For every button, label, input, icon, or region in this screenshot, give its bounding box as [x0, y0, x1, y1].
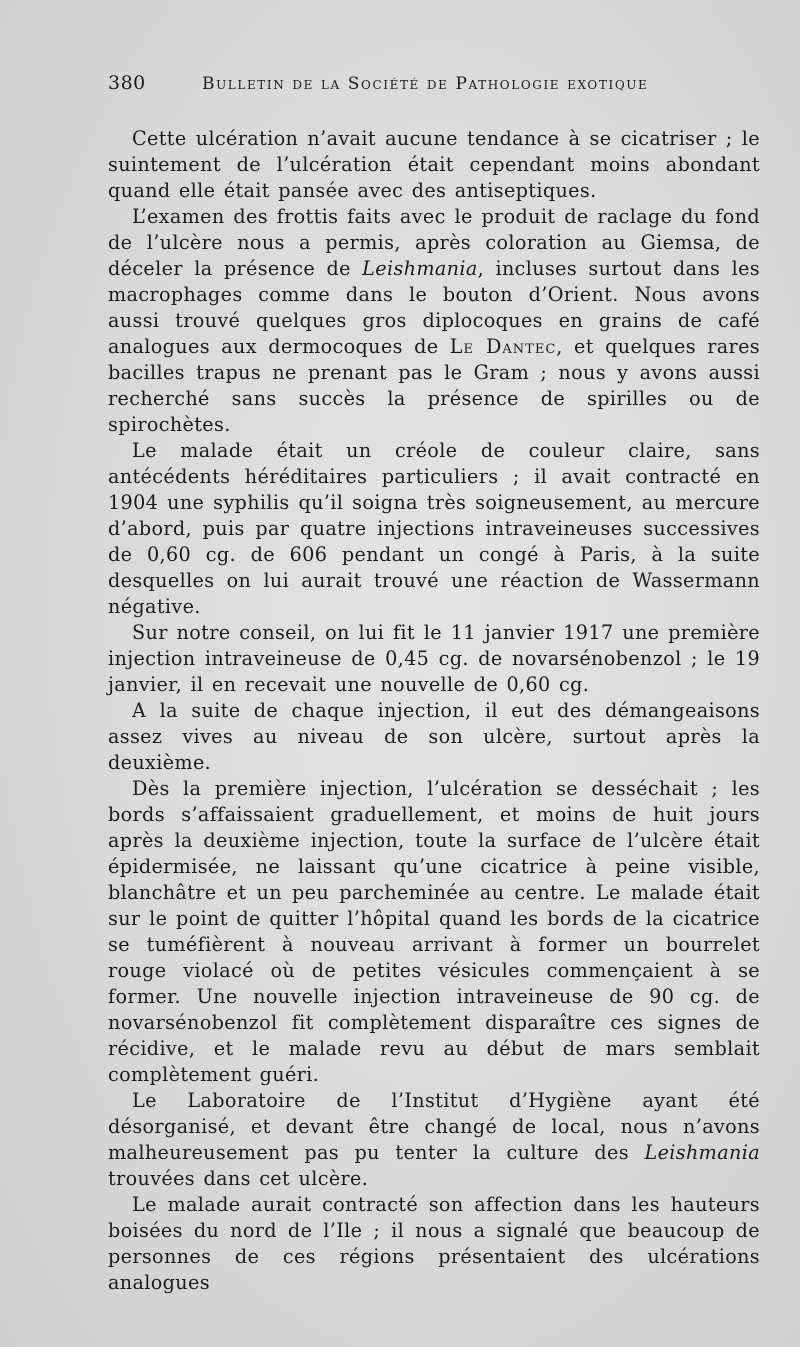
paragraph-first-injection: Sur notre conseil, on lui fit le 11 janvier 1917 une première injection intraveineuse de 0,45 cg. de novarsénobenzol ; le 19 janvier, il en recevait une nouvelle de 0,60 cg.: [108, 621, 760, 696]
paragraph-itching: A la suite de chaque injection, il eut des démangeaisons assez vives au niveau de son ulcère, surtout après la deuxième.: [108, 699, 760, 774]
paragraph-text: trouvées dans cet ulcère.: [108, 1167, 369, 1190]
genus-name: Leishmania: [362, 257, 478, 280]
author-name: Le Dantec: [449, 335, 557, 358]
paragraph-text: L’examen des frottis faits avec le produit de raclage du fond de l’ulcère nous a permis, après coloration au Giemsa, de déceler la présence de: [108, 205, 760, 280]
paragraph-origin: Le malade aurait contracté son affection dans les hauteurs boisées du nord de l’Ile ; il nous a signalé que beaucoup de personnes de ces régions présentaient des ulcérations analogues: [108, 1193, 760, 1294]
journal-title: Bulletin de la Société de Pathologie exotique: [202, 74, 649, 94]
paragraph-patient-history: Le malade était un créole de couleur claire, sans antécédents héréditaires particuliers ; il avait contracté en 1904 une syphilis qu’il soigna très soigneusement, au mercure d’abord, puis par quatre injections intraveineuses successives de 0,60 cg. de 606 pendant un congé à Paris, à la suite desquelles on lui aurait trouvé une réaction de Wassermann négative.: [108, 439, 760, 618]
paragraph-laboratory: [108, 1088, 760, 1192]
genus-name: Leishmania: [644, 1141, 760, 1164]
running-head: [108, 72, 760, 108]
paragraph-text: Le Laboratoire de l’Institut d’Hygiène ayant été désorganisé, et devant être changé de local, nous n’avons malheureusement pas pu tenter la culture des: [108, 1089, 760, 1164]
paragraph-smear-exam: [108, 204, 760, 438]
paragraph-ulceration: Cette ulcération n’avait aucune tendance à se cicatriser ; le suintement de l’ulcération était cependant moins abondant quand elle était pansée avec des antiseptiques.: [108, 127, 760, 202]
paragraph-healing: Dès la première injection, l’ulcération se desséchait ; les bords s’affaissaient graduellement, et moins de huit jours après la deuxième injection, toute la surface de l’ulcère était épidermisée, ne laissant qu’une cicatrice à peine visible, blanchâtre et un peu parcheminée au centre. Le malade était sur le point de quitter l’hôpital quand les bords de la cicatrice se tuméfièrent à nouveau arrivant à former un bourrelet rouge violacé où de petites vésicules commençaient à se former. Une nouvelle injection intraveineuse de 90 cg. de novarsénobenzol fit complètement disparaître ces signes de récidive, et le malade revu au début de mars semblait complètement guéri.: [108, 777, 760, 1086]
article-body: [108, 126, 760, 1296]
page-number: 380: [108, 72, 146, 94]
paragraph-text: , et quelques rares bacilles trapus ne prenant pas le Gram ; nous y avons aussi recherché sans succès la présence de spirilles ou de spirochètes.: [108, 335, 760, 436]
paragraph-text: , incluses surtout dans les macrophages comme dans le bouton d’Orient. Nous avons aussi trouvé quelques gros diplocoques en grains de café analogues aux dermocoques de: [108, 257, 760, 358]
